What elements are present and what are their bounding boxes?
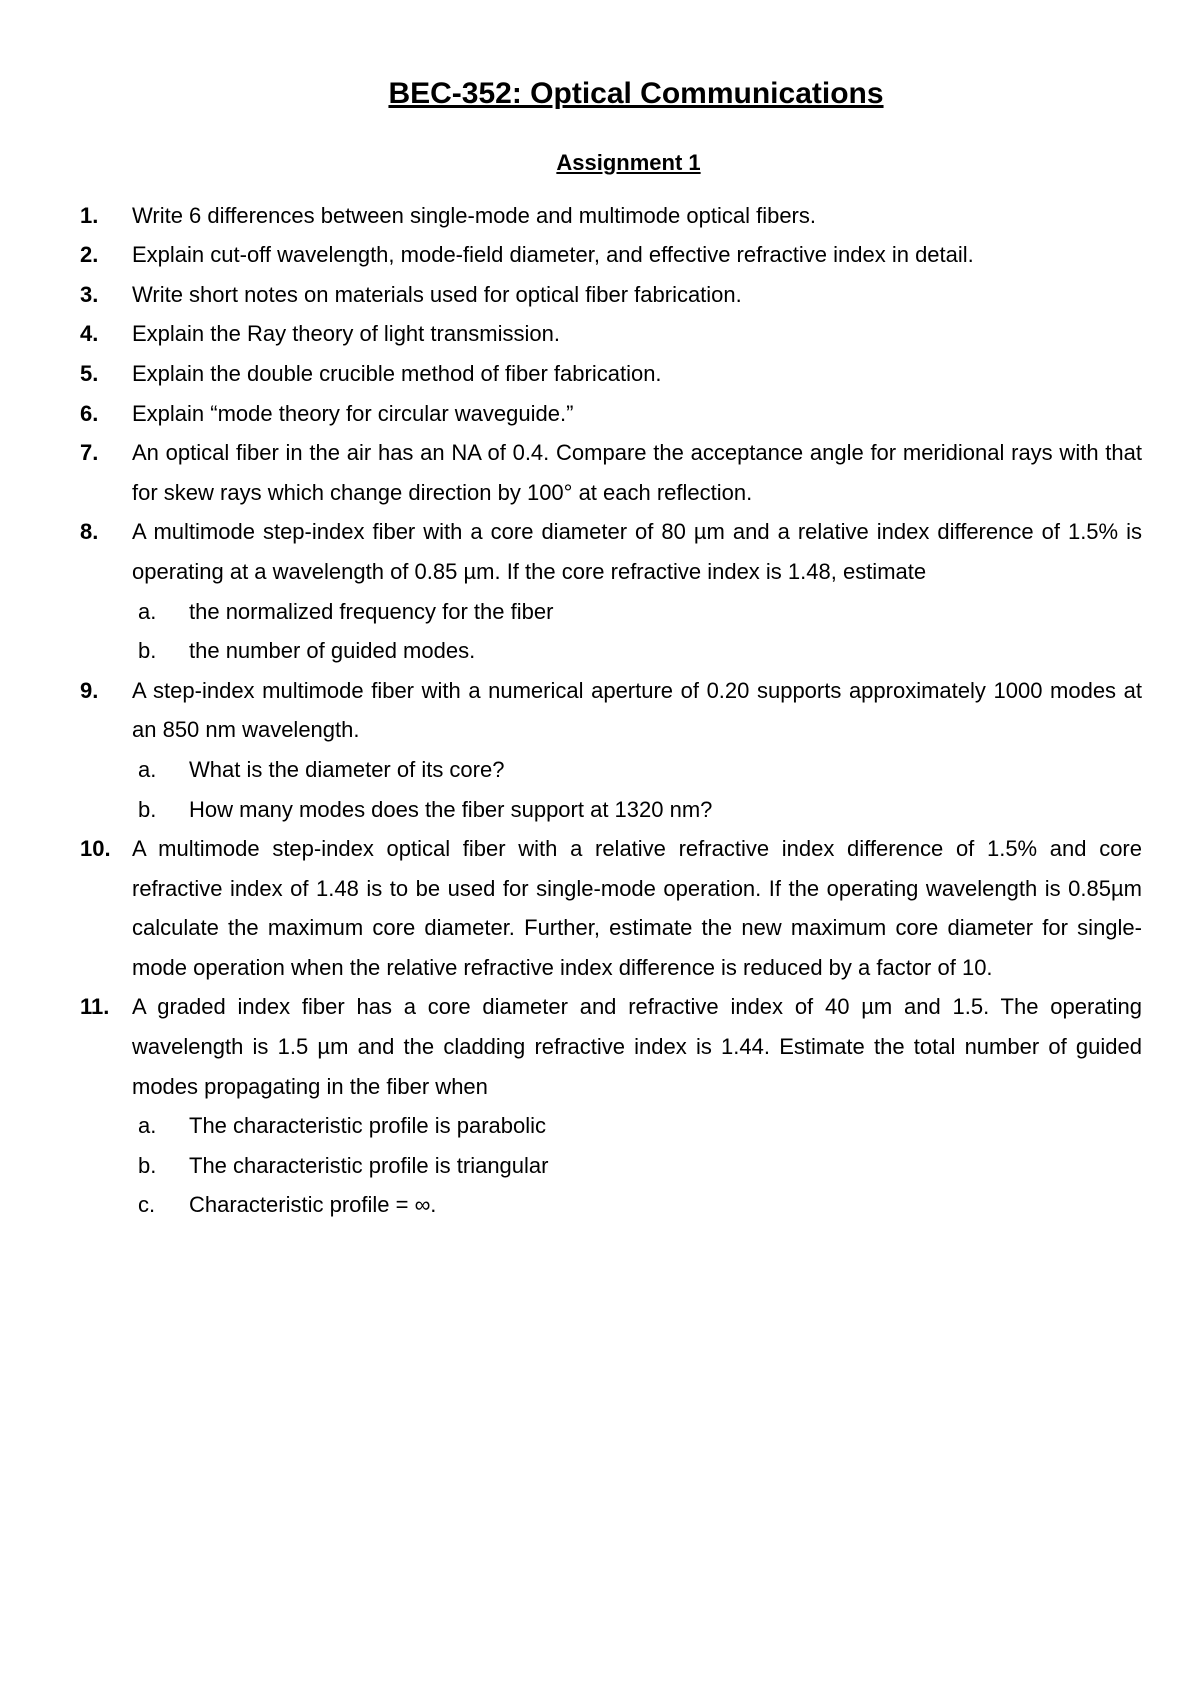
sub-question-label: b. xyxy=(138,796,157,822)
sub-question-list xyxy=(132,592,1142,671)
question-item xyxy=(80,314,1142,354)
sub-question-label: b. xyxy=(138,1152,157,1178)
sub-question-item xyxy=(132,1106,1142,1146)
sub-question-text: the normalized frequency for the fiber xyxy=(189,598,554,624)
sub-question-text: The characteristic profile is triangular xyxy=(189,1152,549,1178)
question-number: 5. xyxy=(80,360,99,386)
sub-question-item xyxy=(132,1146,1142,1186)
question-item xyxy=(80,235,1142,275)
sub-question-list xyxy=(132,1106,1142,1225)
question-list xyxy=(80,196,1142,1225)
sub-question-text: What is the diameter of its core? xyxy=(189,756,505,782)
question-item xyxy=(80,394,1142,434)
question-text: A graded index fiber has a core diameter and refractive index of 40 µm and 1.5. The operating wavelength is 1.5 µm and the cladding refractive index is 1.44. Estimate the total number of guided modes propagating in the fiber when xyxy=(132,994,1142,1099)
sub-question-list xyxy=(132,750,1142,829)
question-item xyxy=(80,829,1142,987)
sub-question-label: c. xyxy=(138,1192,156,1218)
question-text: Explain cut-off wavelength, mode-field diameter, and effective refractive index in detail. xyxy=(132,242,974,268)
sub-question-item xyxy=(132,750,1142,790)
question-item xyxy=(80,354,1142,394)
question-item xyxy=(80,987,1142,1225)
sub-question-text: the number of guided modes. xyxy=(189,638,476,664)
question-number: 8. xyxy=(80,519,99,545)
question-item xyxy=(80,433,1142,512)
question-number: 3. xyxy=(80,281,99,307)
question-item xyxy=(80,671,1142,829)
question-number: 6. xyxy=(80,400,99,426)
sub-question-item xyxy=(132,631,1142,671)
question-number: 9. xyxy=(80,677,99,703)
assignment-heading: Assignment 1 xyxy=(556,150,701,175)
question-number: 2. xyxy=(80,242,99,268)
question-text: An optical fiber in the air has an NA of 0.4. Compare the acceptance angle for meridional rays with that for skew rays which change direction by 100° at each reflection. xyxy=(132,440,1142,505)
sub-question-label: a. xyxy=(138,1113,157,1139)
question-text: Explain “mode theory for circular waveguide.” xyxy=(132,400,574,426)
sub-question-item xyxy=(132,1185,1142,1225)
sub-question-text: How many modes does the fiber support at 1320 nm? xyxy=(189,796,713,822)
question-text: Write 6 differences between single-mode and multimode optical fibers. xyxy=(132,202,816,228)
document-title: BEC-352: Optical Communications xyxy=(388,77,884,110)
sub-question-label: b. xyxy=(138,638,157,664)
question-item xyxy=(80,512,1142,670)
sub-question-label: a. xyxy=(138,756,157,782)
question-text: A multimode step-index fiber with a core diameter of 80 µm and a relative index difference of 1.5% is operating at a wavelength of 0.85 µm. If the core refractive index is 1.48, estimate xyxy=(132,519,1142,584)
sub-question-text: The characteristic profile is parabolic xyxy=(189,1113,547,1139)
question-number: 10. xyxy=(80,836,111,862)
question-text: A multimode step-index optical fiber with a relative refractive index difference of 1.5% and core refractive index of 1.48 is to be used for single-mode operation. If the operating wavelength is 0.85µm calculate the maximum core diameter. Further, estimate the new maximum core diameter for single-mode operation when the relative refractive index difference is reduced by a factor of 10. xyxy=(132,836,1142,980)
question-text: Write short notes on materials used for optical fiber fabrication. xyxy=(132,281,742,307)
question-text: Explain the Ray theory of light transmission. xyxy=(132,321,560,347)
question-text: A step-index multimode fiber with a numerical aperture of 0.20 supports approximately 1000 modes at an 850 nm wavelength. xyxy=(132,677,1142,743)
question-number: 7. xyxy=(80,440,99,466)
question-number: 1. xyxy=(80,202,99,228)
sub-question-text: Characteristic profile = ∞. xyxy=(189,1192,437,1218)
question-text: Explain the double crucible method of fiber fabrication. xyxy=(132,360,662,386)
sub-question-item xyxy=(132,592,1142,632)
question-number: 4. xyxy=(80,321,99,347)
question-item xyxy=(80,196,1142,236)
sub-question-item xyxy=(132,790,1142,830)
sub-question-label: a. xyxy=(138,598,157,624)
question-number: 11. xyxy=(80,994,110,1020)
question-item xyxy=(80,275,1142,315)
